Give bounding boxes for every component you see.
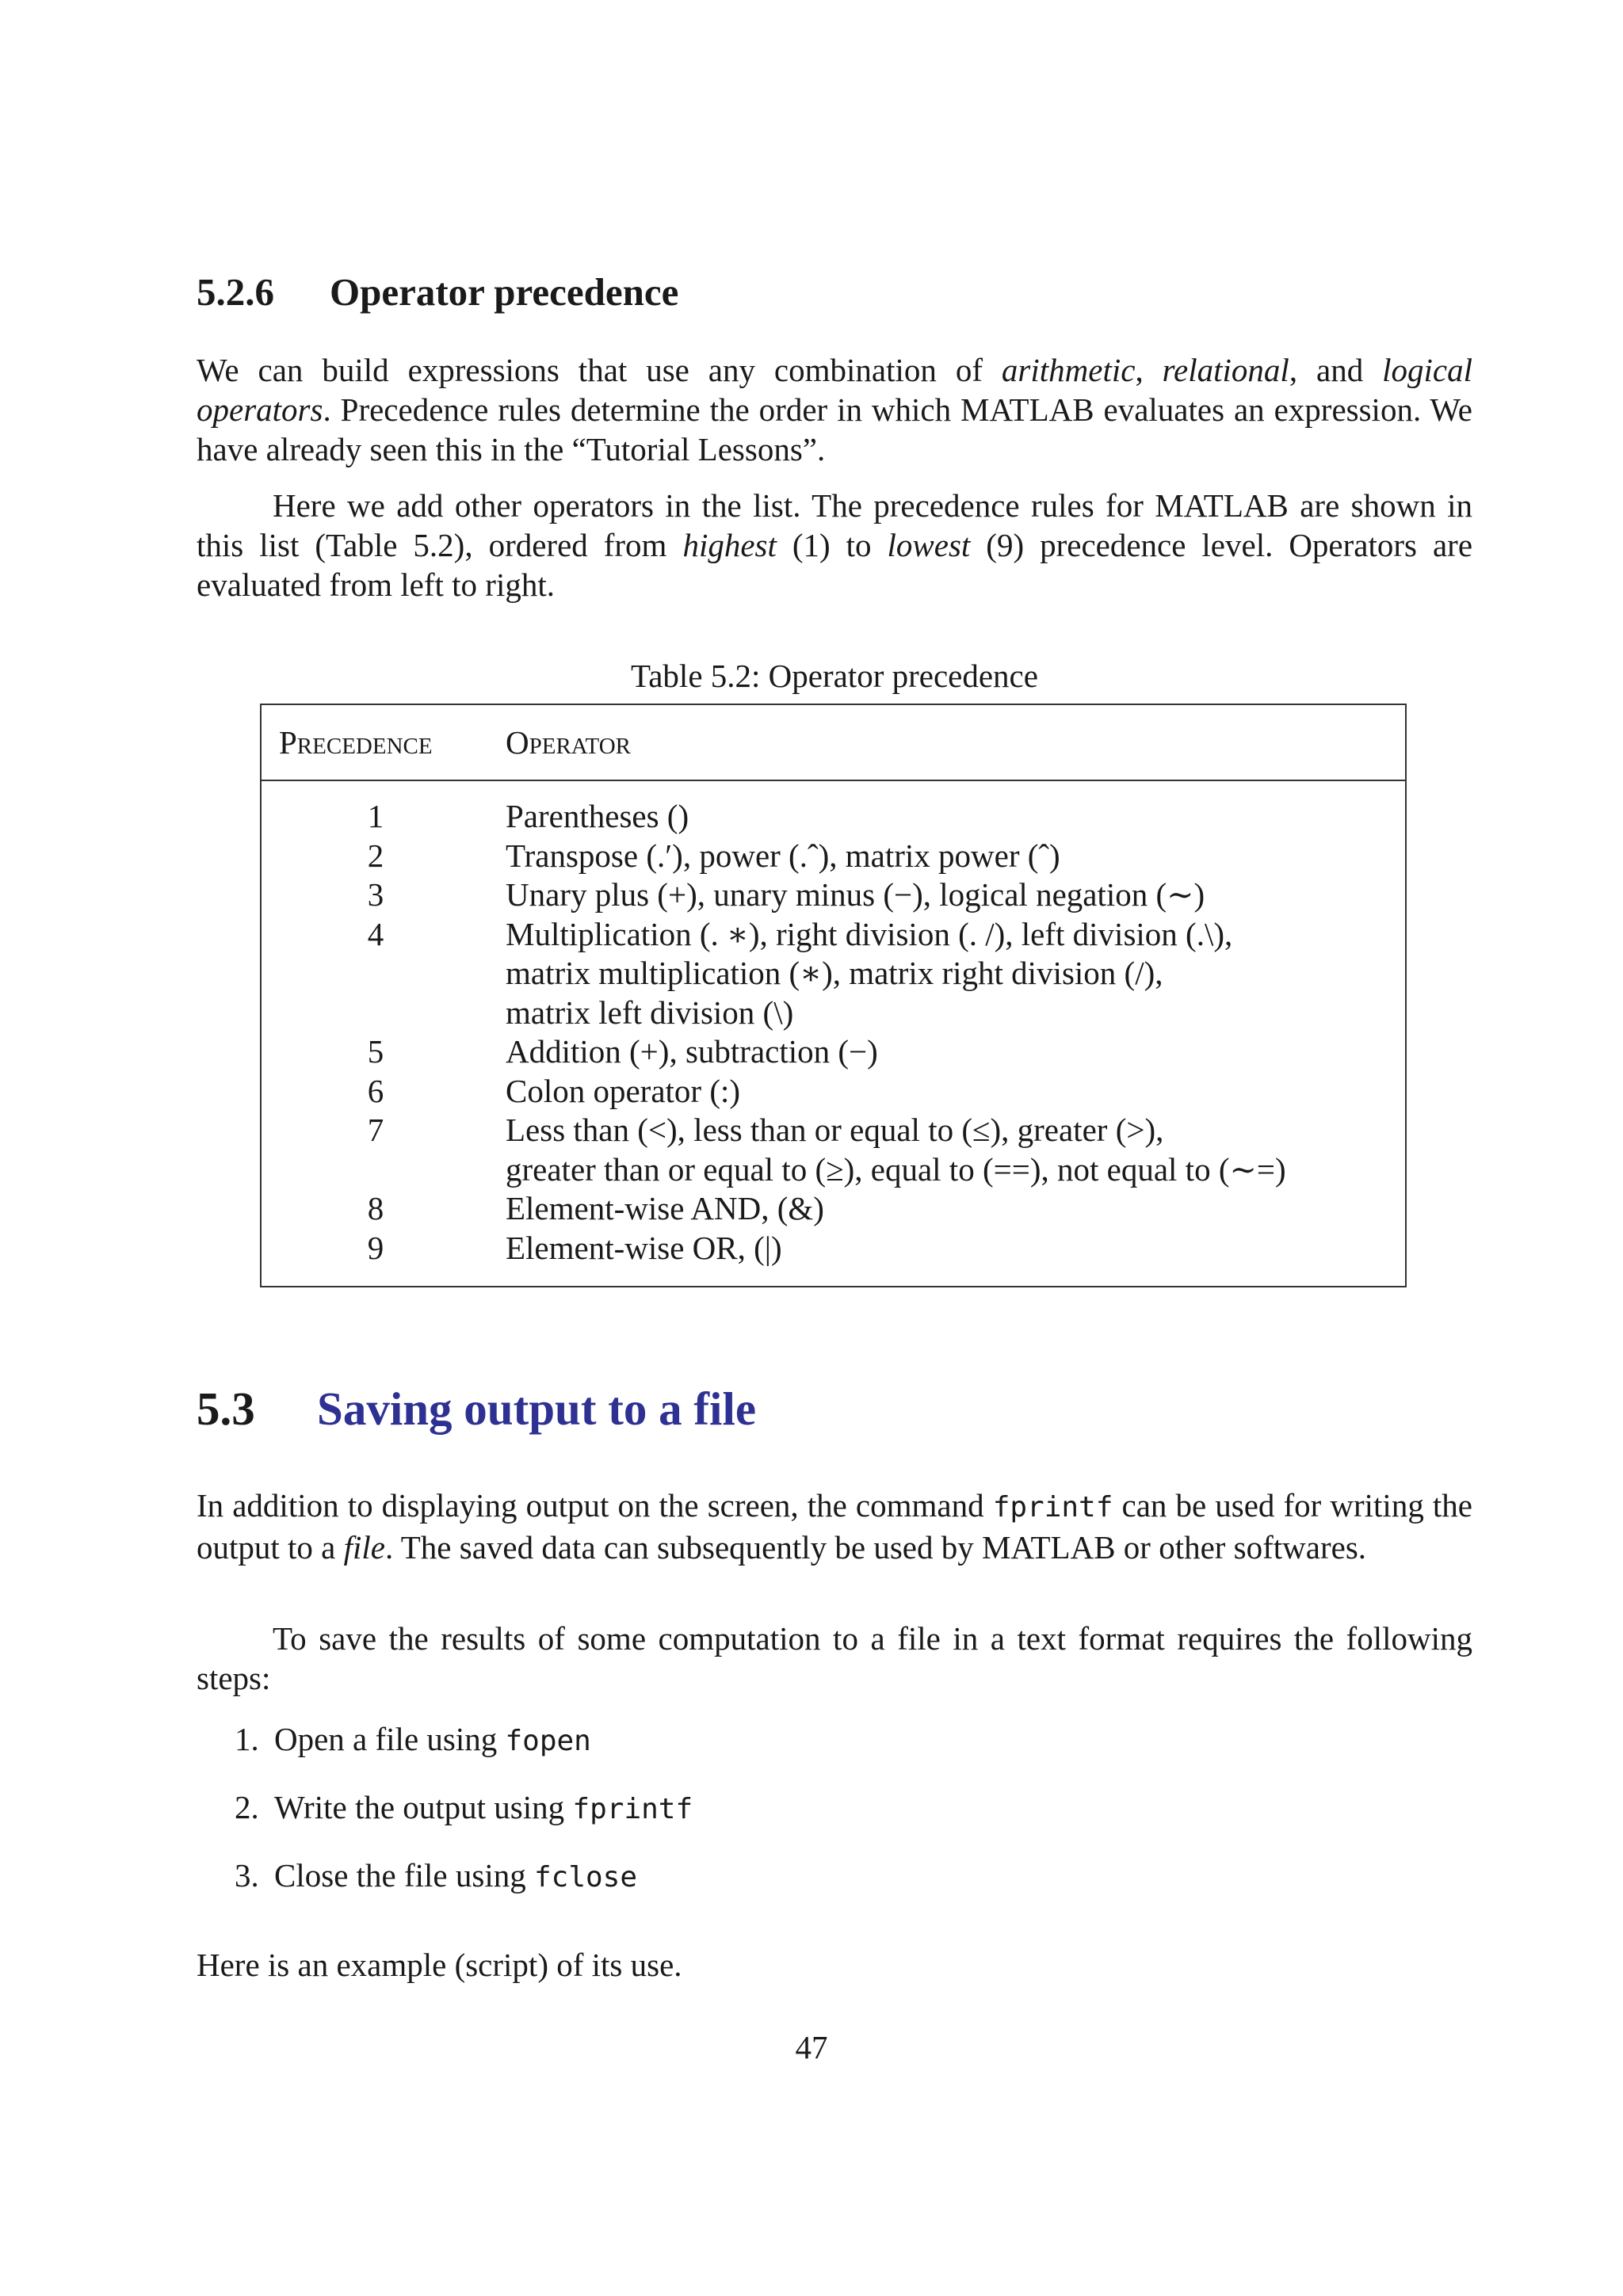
table-row bbox=[262, 1072, 1405, 1112]
header-precedence: Precedence bbox=[279, 724, 433, 761]
table-row bbox=[262, 1032, 1405, 1072]
precedence-level: 9 bbox=[367, 1229, 384, 1266]
operator-description: Element-wise AND, (&) bbox=[506, 1190, 824, 1226]
list-item bbox=[235, 1719, 1423, 1761]
emphasis: arithmetic bbox=[1001, 352, 1136, 388]
list-number: 2. bbox=[235, 1789, 259, 1825]
table-row bbox=[262, 915, 1405, 1033]
table-row bbox=[262, 797, 1405, 837]
text-run: , and bbox=[1289, 352, 1383, 388]
text-run: (1) to bbox=[776, 527, 888, 563]
section-title: Saving output to a file bbox=[317, 1383, 757, 1435]
steps-list bbox=[235, 1719, 1423, 1924]
section-number: 5.3 bbox=[197, 1383, 255, 1435]
operator-description: Transpose (.′), power (.ˆ), matrix power (ˆ) bbox=[506, 837, 1060, 874]
text-run: , bbox=[1135, 352, 1163, 388]
precedence-level: 6 bbox=[367, 1072, 384, 1109]
inline-code: fprintf bbox=[572, 1793, 693, 1825]
list-text bbox=[274, 1855, 637, 1897]
precedence-level: 7 bbox=[367, 1112, 384, 1148]
text-run: We can build expressions that use any combination of bbox=[197, 352, 1002, 388]
paragraph-intro bbox=[197, 350, 1472, 469]
emphasis: relational bbox=[1162, 352, 1289, 388]
precedence-level: 2 bbox=[367, 837, 384, 874]
table-row bbox=[262, 1111, 1405, 1189]
operator-description: Addition (+), subtraction (−) bbox=[506, 1033, 878, 1070]
precedence-level: 3 bbox=[367, 876, 384, 913]
text-run: Open a file using bbox=[274, 1721, 506, 1757]
subsection-heading bbox=[197, 269, 678, 315]
list-number: 1. bbox=[235, 1721, 259, 1757]
table-row bbox=[262, 1229, 1405, 1268]
list-text bbox=[274, 1719, 591, 1761]
list-number: 3. bbox=[235, 1857, 259, 1894]
emphasis: file bbox=[343, 1529, 385, 1566]
precedence-level: 1 bbox=[367, 798, 384, 834]
subsection-title: Operator precedence bbox=[330, 270, 679, 314]
operator-description: Unary plus (+), unary minus (−), logical negation (∼) bbox=[506, 876, 1205, 913]
text-run: Close the file using bbox=[274, 1857, 534, 1894]
inline-code: fopen bbox=[505, 1725, 591, 1757]
operator-description: Multiplication (. ∗), right division (. /), left division (.\), matrix multiplication (∗), matrix right division (/), matrix left division (\) bbox=[506, 915, 1233, 1031]
text-run: Here we add other operators in the list. The precedence rules for MATLAB are shown in this list (Table 5.2), ordered from bbox=[197, 487, 1472, 563]
section-heading bbox=[197, 1382, 756, 1436]
table-row bbox=[262, 875, 1405, 915]
emphasis: highest bbox=[682, 527, 777, 563]
table-body bbox=[262, 781, 1405, 1268]
precedence-level: 4 bbox=[367, 915, 384, 952]
operator-precedence-table bbox=[260, 704, 1407, 1287]
precedence-level: 8 bbox=[367, 1190, 384, 1226]
operator-description: Parentheses () bbox=[506, 798, 689, 834]
text-run: can be used for writing the output to a bbox=[197, 1487, 1472, 1566]
text-run: Write the output using bbox=[274, 1789, 573, 1825]
inline-code: fprintf bbox=[992, 1491, 1113, 1524]
table-caption: Table 5.2: Operator precedence bbox=[631, 658, 1038, 694]
subsection-number: 5.2.6 bbox=[197, 270, 274, 314]
inline-code: fclose bbox=[533, 1861, 638, 1894]
paragraph-steps-intro: To save the results of some computation to a file in a text format requires the following steps: bbox=[197, 1620, 1472, 1696]
text-run: . The saved data can subsequently be used by MATLAB or other softwares. bbox=[385, 1529, 1367, 1566]
text-run: In addition to displaying output on the screen, the command bbox=[197, 1487, 993, 1524]
operator-description: Less than (<), less than or equal to (≤), greater (>), greater than or equal to (≥), equal to (==), not equal to (∼=) bbox=[506, 1112, 1286, 1188]
text-run: . Precedence rules determine the order in which MATLAB evaluates an expression. We have already seen this in the “Tutorial Lessons”. bbox=[197, 391, 1472, 467]
list-item bbox=[235, 1855, 1423, 1897]
paragraph-fprintf bbox=[197, 1486, 1472, 1567]
paragraph-example: Here is an example (script) of its use. bbox=[197, 1947, 682, 1983]
precedence-level: 5 bbox=[367, 1033, 384, 1070]
paragraph-precedence bbox=[197, 486, 1472, 605]
table-row bbox=[262, 1189, 1405, 1229]
operator-description: Colon operator (:) bbox=[506, 1072, 741, 1109]
list-text bbox=[274, 1787, 693, 1829]
emphasis: logical operators bbox=[197, 352, 1473, 428]
page-number: 47 bbox=[795, 2029, 828, 2065]
emphasis: lowest bbox=[887, 527, 971, 563]
operator-description: Element-wise OR, (|) bbox=[506, 1229, 782, 1266]
list-item bbox=[235, 1787, 1423, 1829]
table-header bbox=[262, 705, 1405, 781]
header-operator: Operator bbox=[506, 724, 631, 761]
text-run: (9) precedence level. Operators are evaluated from left to right. bbox=[197, 527, 1473, 603]
table-row bbox=[262, 837, 1405, 876]
